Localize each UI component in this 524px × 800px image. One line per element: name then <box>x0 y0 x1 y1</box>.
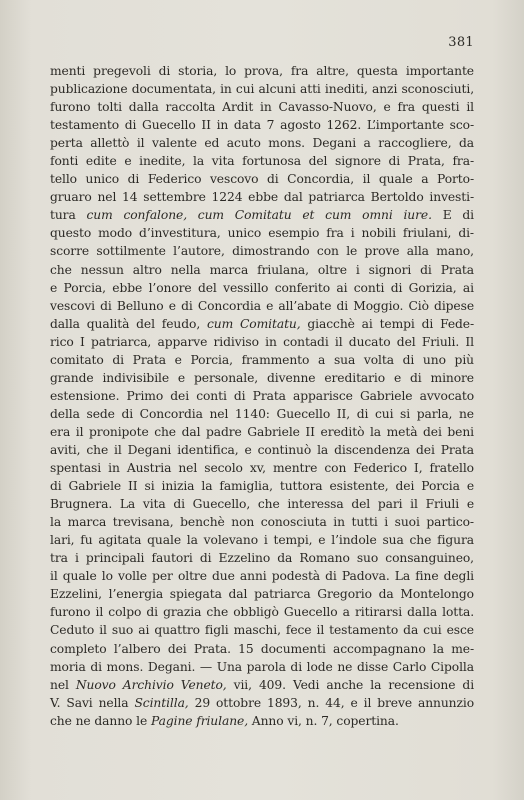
text-line: publicazione documentata, in cui alcuni atti inediti, anzi sconosciuti, <box>50 82 474 97</box>
text-segment: V. Savi nella <box>50 695 135 710</box>
text-line: testamento di Guecello II in data 7 agosto 1262. L’importante sco- <box>50 118 474 133</box>
text-line: completo l’albero dei Prata. 15 documenti accompagnano la me- <box>50 641 474 656</box>
text-line: perta allettò il valente ed acuto mons. Degani a raccogliere, da <box>50 136 474 151</box>
text-line: fonti edite e inedite, la vita fortunosa del signore di Prata, fra- <box>50 154 474 169</box>
text-line: della sede di Concordia nel 1140: Guecello II, di cui si parla, ne <box>50 406 474 421</box>
text-segment: dalla qualità del feudo, <box>50 316 207 331</box>
text-line: gruaro nel 14 settembre 1224 ebbe dal patriarca Bertoldo investi- <box>50 190 474 205</box>
text-line: vescovi di Belluno e di Concordia e all’abate di Moggio. Ciò dipese <box>50 298 474 313</box>
text-line: estensione. Primo dei conti di Prata apparisce Gabriele avvocato <box>50 388 474 403</box>
text-segment: vii, 409. Vedi anche la recensione di <box>226 677 475 692</box>
text-line: Brugnera. La vita di Guecello, che interessa del pari il Friuli e <box>50 497 474 512</box>
italic-citation: Pagine friulane, <box>150 713 248 728</box>
text-line: Ceduto il suo ai quattro figli maschi, fece il testamento da cui esce <box>50 623 474 638</box>
text-line: Ezzelini, l’energia spiegata dal patriarca Gregorio da Montelongo <box>50 587 474 602</box>
text-segment: E di <box>431 208 474 223</box>
text-line: grande indivisibile e personale, divenne ereditario e di minore <box>50 370 474 385</box>
text-line: aviti, che il Degani identifica, e continuò la discendenza dei Prata <box>50 442 474 457</box>
text-line: furono il colpo di grazia che obbligò Guecello a ritirarsi dalla lotta. <box>50 605 474 620</box>
text-line: e Porcia, ebbe l’onore del vessillo conferito ai conti di Gorizia, ai <box>50 280 474 295</box>
text-segment: Anno vi, n. 7, copertina. <box>248 713 399 728</box>
text-line: lari, fu agitata quale la volevano i tempi, e l’indole sua che figura <box>50 533 474 548</box>
text-line: che nessun altro nella marca friulana, oltre i signori di Prata <box>50 262 474 277</box>
text-line: tra i principali fautori di Ezzelino da Romano suo consanguineo, <box>50 551 474 566</box>
text-segment: 29 ottobre 1893, n. 44, e il breve annunzio <box>188 695 474 710</box>
text-line: questo modo d’investitura, unico esempio fra i nobili friulani, di- <box>50 226 474 241</box>
text-line: rico I patriarca, apparve ridiviso in contadi il ducato del Friuli. Il <box>50 334 474 349</box>
italic-citation: Nuovo Archivio Veneto, <box>75 677 227 692</box>
text-line <box>50 206 474 224</box>
text-line <box>50 315 474 333</box>
text-line: il quale lo volle per oltre due anni podestà di Padova. La fine degli <box>50 569 474 584</box>
text-line: spentasi in Austria nel secolo xv, mentre con Federico I, fratello <box>50 461 474 476</box>
text-segment: tura <box>50 208 87 223</box>
text-line <box>50 712 474 730</box>
text-line <box>50 676 474 694</box>
text-line: tello unico di Federico vescovo di Concordia, il quale a Porto- <box>50 172 474 187</box>
italic-citation: cum confalone, cum Comitatu et cum omni iure. <box>86 208 432 223</box>
text-line: scorre sottilmente l’autore, dimostrando con le prove alla mano, <box>50 244 474 259</box>
page-number: 381 <box>448 35 474 50</box>
text-line: moria di mons. Degani. — Una parola di lode ne disse Carlo Cipolla <box>50 659 474 674</box>
text-line: menti pregevoli di storia, lo prova, fra altre, questa importante <box>50 64 474 78</box>
italic-citation: cum Comitatu, <box>206 316 301 331</box>
text-segment: nel <box>50 677 76 692</box>
text-line: di Gabriele II si inizia la famiglia, tuttora esistente, dei Porcia e <box>50 479 474 494</box>
text-line: comitato di Prata e Porcia, frammento a sua volta di uno più <box>50 352 474 367</box>
text-line: la marca trevisana, benchè non conosciuta in tutti i suoi partico- <box>50 515 474 530</box>
text-line: furono tolti dalla raccolta Ardit in Cavasso-Nuovo, e fra questi il <box>50 100 474 115</box>
text-line: era il pronipote che dal padre Gabriele II ereditò la metà dei beni <box>50 424 474 439</box>
italic-citation: Scintilla, <box>134 695 189 710</box>
text-line <box>50 694 474 712</box>
body-text <box>50 62 474 730</box>
text-segment: che ne danno le <box>50 713 151 728</box>
text-segment: giacchè ai tempi di Fede- <box>300 316 475 331</box>
